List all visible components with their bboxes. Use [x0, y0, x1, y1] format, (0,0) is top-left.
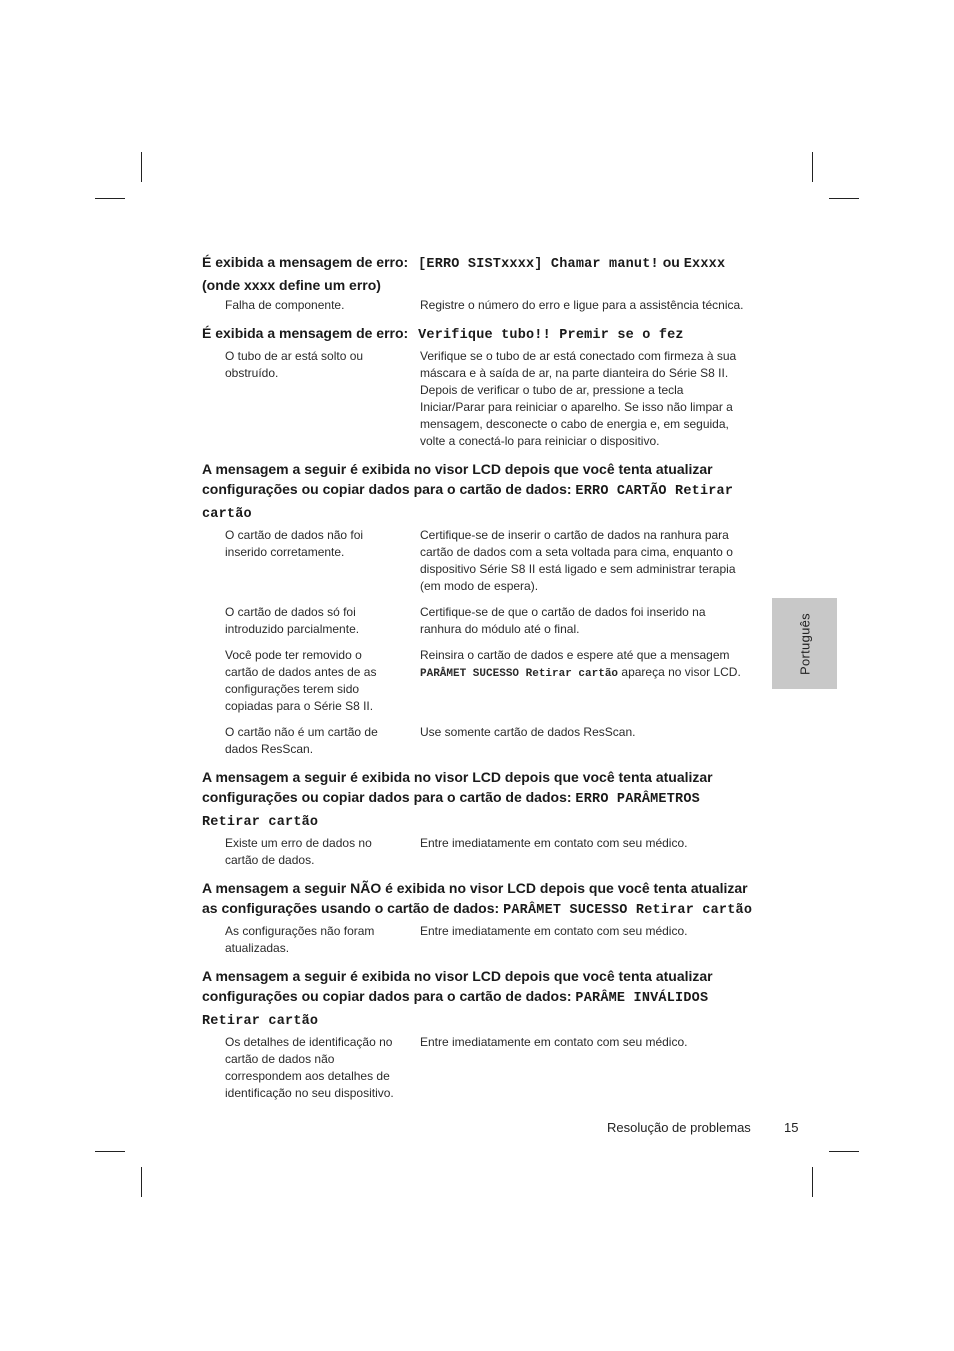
heading-label: A mensagem a seguir é exibida no visor LCD depois que você tenta atualizar configurações ou copiar dados para o cartão de dados:: [202, 769, 713, 805]
crop-mark: [812, 1167, 813, 1197]
error-code: [ERRO SISTxxxx] Chamar manut!: [418, 257, 659, 272]
solution-text: Certifique-se de inserir o cartão de dados na ranhura para cartão de dados com a seta voltada para cima, enquanto o dispositivo Série S8 II está ligado e sem administrar terapia (em modo de espera).: [420, 528, 736, 593]
table-row: [202, 1034, 762, 1102]
cause-text: O tubo de ar está solto ou obstruído.: [225, 349, 364, 380]
cause-text: As configurações não foram atualizadas.: [225, 924, 375, 955]
crop-mark: [141, 1167, 142, 1197]
cause-text: Os detalhes de identificação no cartão de dados não correspondem aos detalhes de identificação no seu dispositivo.: [225, 1035, 394, 1100]
heading-label: É exibida a mensagem de erro:: [202, 254, 409, 270]
error-code: ERRO CARTÃO Retirar cartão: [202, 484, 734, 522]
table-row: [202, 923, 762, 957]
cause-text: O cartão de dados não foi inserido corretamente.: [225, 528, 364, 559]
heading-label: A mensagem a seguir NÃO é exibida no visor LCD depois que você tenta atualizar as configurações usando o cartão de dados:: [202, 880, 748, 916]
crop-mark: [829, 1151, 859, 1152]
crop-mark: [141, 152, 142, 182]
section-heading: [202, 323, 762, 346]
error-code: PARÂMET SUCESSO Retirar cartão: [503, 903, 753, 918]
table-row: [202, 297, 762, 314]
connector-word: ou: [662, 254, 680, 270]
table-row: [202, 835, 762, 869]
error-code: PARÂME INVÁLIDOS Retirar cartão: [202, 991, 709, 1029]
cause-text: Existe um erro de dados no cartão de dados.: [225, 836, 372, 867]
cause-text: Falha de componente.: [225, 298, 345, 312]
solution-text: Entre imediatamente em contato com seu médico.: [420, 924, 688, 938]
error-code: ERRO PARÂMETROS Retirar cartão: [202, 792, 700, 830]
heading-note: (onde xxxx define um erro): [202, 277, 381, 293]
table-row: [202, 527, 762, 595]
page-number: 15: [784, 1120, 799, 1135]
solution-text: [420, 647, 750, 715]
solution-text: Entre imediatamente em contato com seu médico.: [420, 836, 688, 850]
section-heading: [202, 767, 762, 833]
cause-text: Você pode ter removido o cartão de dados antes de as configurações terem sido copiadas para o Série S8 II.: [225, 648, 377, 713]
table-row: [202, 647, 762, 715]
footer-section-title: Resolução de problemas: [607, 1120, 751, 1135]
crop-mark: [829, 198, 859, 199]
section-heading: [202, 878, 762, 921]
heading-label: A mensagem a seguir é exibida no visor LCD depois que você tenta atualizar configurações ou copiar dados para o cartão de dados:: [202, 968, 713, 1004]
section-heading: [202, 459, 762, 525]
crop-mark: [95, 1151, 125, 1152]
table-row: [202, 604, 762, 638]
crop-mark: [95, 198, 125, 199]
error-code: Exxxx: [683, 257, 726, 272]
language-tab: [772, 598, 837, 689]
solution-text: Entre imediatamente em contato com seu médico.: [420, 1035, 688, 1049]
solution-text-part: Reinsira o cartão de dados e espere até que a mensagem: [420, 648, 730, 662]
solution-text-part: apareça no visor LCD.: [621, 665, 741, 679]
table-row: [202, 348, 762, 450]
heading-label: A mensagem a seguir é exibida no visor LCD depois que você tenta atualizar configurações ou copiar dados para o cartão de dados:: [202, 461, 713, 497]
table-row: [202, 724, 762, 758]
solution-text: Use somente cartão de dados ResScan.: [420, 725, 636, 739]
heading-label: É exibida a mensagem de erro:: [202, 325, 409, 341]
section-heading: [202, 252, 762, 295]
solution-text: Certifique-se de que o cartão de dados foi inserido na ranhura do módulo até o final.: [420, 605, 706, 636]
language-tab-label: Português: [797, 612, 812, 675]
cause-text: O cartão não é um cartão de dados ResScan.: [225, 725, 378, 756]
inline-code: PARÂMET SUCESSO Retirar cartão: [420, 668, 619, 680]
solution-text: Verifique se o tubo de ar está conectado com firmeza à sua máscara e à saída de ar, na parte dianteira do Série S8 II. Depois de verificar o tubo de ar, pressione a tecla Iniciar/Parar para reiniciar o aparelho. Se isso não limpar a mensagem, desconecte o cabo de energia e, em seguida, volte a conectá-lo para reiniciar o dispositivo.: [420, 349, 737, 448]
troubleshooting-content: [202, 252, 762, 1111]
crop-mark: [812, 152, 813, 182]
cause-text: O cartão de dados só foi introduzido parcialmente.: [225, 605, 360, 636]
error-code: Verifique tubo!! Premir se o fez: [418, 328, 684, 343]
solution-text: Registre o número do erro e ligue para a assistência técnica.: [420, 298, 744, 312]
section-heading: [202, 966, 762, 1032]
